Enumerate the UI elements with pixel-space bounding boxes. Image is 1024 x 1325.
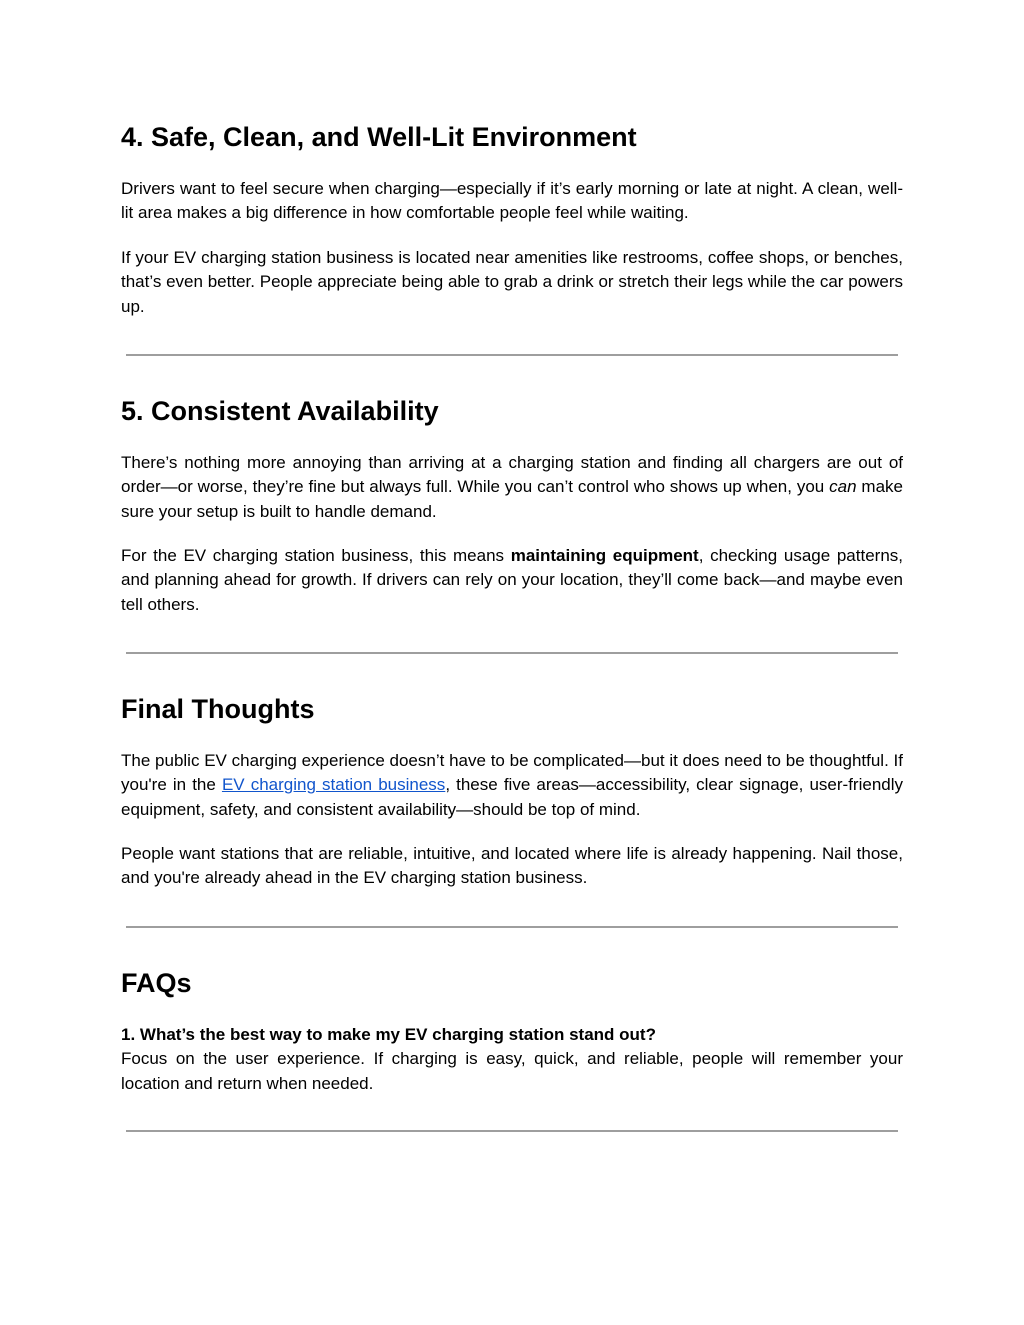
bold-text: maintaining equipment [510,546,699,565]
horizontal-rule [126,354,898,356]
section-heading-safe-environment: 4. Safe, Clean, and Well-Lit Environment [121,122,637,152]
faq-question: 1. What’s the best way to make my EV charging station stand out? [121,1025,656,1044]
text-span: The public EV charging experience doesn’t have to be complicated—but it does need to be thoughtful. If you're in the [121,751,903,795]
section-heading-final-thoughts: Final Thoughts [121,694,315,724]
text-span: For the EV charging station business, this means [121,546,511,565]
faq-answer: Focus on the user experience. If charging is easy, quick, and reliable, people will remember your location and return when needed. [121,1049,903,1093]
paragraph-final-1 [121,749,903,822]
ev-charging-business-link[interactable]: EV charging station business [221,775,446,795]
emphasis-text: can [829,477,857,497]
text-span: make sure your setup is built to handle demand. [121,477,903,521]
section-heading-faqs: FAQs [121,968,192,998]
paragraph-final-2: People want stations that are reliable, intuitive, and located where life is already happening. Nail those, and you're already ahead in the EV charging station business. [121,844,903,888]
horizontal-rule [126,652,898,654]
text-span: , these five areas—accessibility, clear signage, user-friendly equipment, safety, and consistent availability—should be top of mind. [121,775,903,819]
faq-item-1 [121,1023,903,1096]
paragraph-availability-2 [121,544,903,617]
text-span: , checking usage patterns, and planning ahead for growth. If drivers can rely on your location, they’ll come back—and maybe even tell others. [121,546,903,614]
paragraph-availability-1 [121,451,903,524]
paragraph-safe-2: If your EV charging station business is located near amenities like restrooms, coffee shops, or benches, that’s even better. People appreciate being able to grab a drink or stretch their legs while the car powers up. [121,248,903,316]
horizontal-rule [126,1130,898,1132]
section-heading-consistent-availability: 5. Consistent Availability [121,396,439,426]
text-span: There’s nothing more annoying than arriving at a charging station and finding all chargers are out of order—or worse, they’re fine but always full. While you can’t control who shows up when, you [121,453,903,497]
horizontal-rule [126,926,898,928]
paragraph-safe-1: Drivers want to feel secure when charging—especially if it’s early morning or late at night. A clean, well-lit area makes a big difference in how comfortable people feel while waiting. [121,179,903,223]
